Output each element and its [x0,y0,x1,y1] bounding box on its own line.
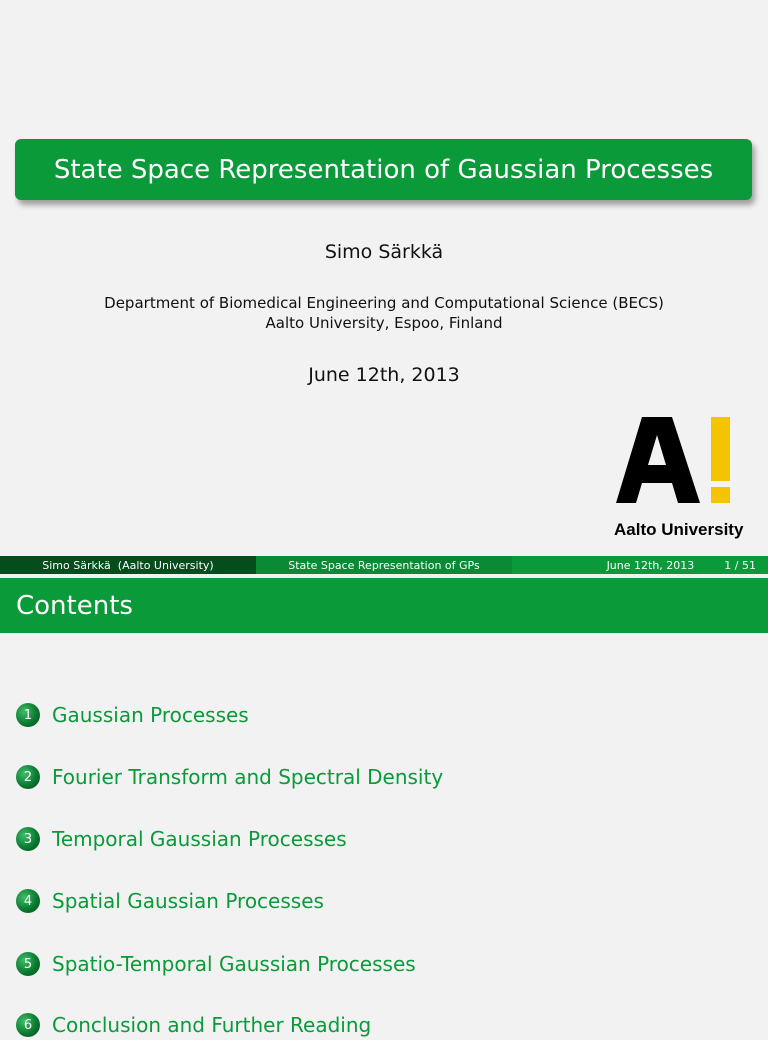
footer-short-title [256,556,512,574]
footer-bar [0,556,768,574]
footer-author [0,556,256,574]
toc-item-label: Gaussian Processes [52,703,249,727]
toc-item[interactable] [16,824,347,854]
presentation-date: June 12th, 2013 [308,364,460,386]
toc-number-badge: 3 [16,827,40,851]
toc-item[interactable] [16,1010,371,1040]
contents-title: Contents [16,590,133,621]
toc-item[interactable] [16,886,324,916]
toc-number-badge: 5 [16,952,40,976]
author-name: Simo Särkkä [324,241,444,263]
toc-item-label: Spatial Gaussian Processes [52,889,324,913]
footer-short-title-text: State Space Representation of GPs [288,558,480,572]
toc-item-label: Conclusion and Further Reading [52,1013,372,1037]
toc-item-label: Temporal Gaussian Processes [52,827,347,851]
footer-date-page [512,556,768,574]
presentation-title: State Space Representation of Gaussian Processes [53,154,714,185]
toc-number-badge: 4 [16,889,40,913]
logo-exclamation-bar [711,417,730,481]
footer-page-number: 1 / 51 [724,558,756,572]
footer-author-text: Simo Särkkä (Aalto University) [42,558,214,572]
contents-header [0,578,768,633]
institution-line-1: Department of Biomedical Engineering and Computational Science (BECS) [104,294,664,312]
toc-item-label: Fourier Transform and Spectral Density [52,765,444,789]
toc-item[interactable] [16,700,249,730]
toc-number-badge: 1 [16,703,40,727]
logo-exclamation-dot [711,487,730,503]
toc-number-badge: 6 [16,1013,40,1037]
toc-item[interactable] [16,949,416,979]
institution-line-2: Aalto University, Espoo, Finland [265,314,503,332]
logo-caption: Aalto University [614,520,744,539]
toc-item-label: Spatio-Temporal Gaussian Processes [52,952,416,976]
footer-date: June 12th, 2013 [606,558,695,572]
title-box [15,139,752,200]
toc-item[interactable] [16,762,443,792]
toc-number-badge: 2 [16,765,40,789]
